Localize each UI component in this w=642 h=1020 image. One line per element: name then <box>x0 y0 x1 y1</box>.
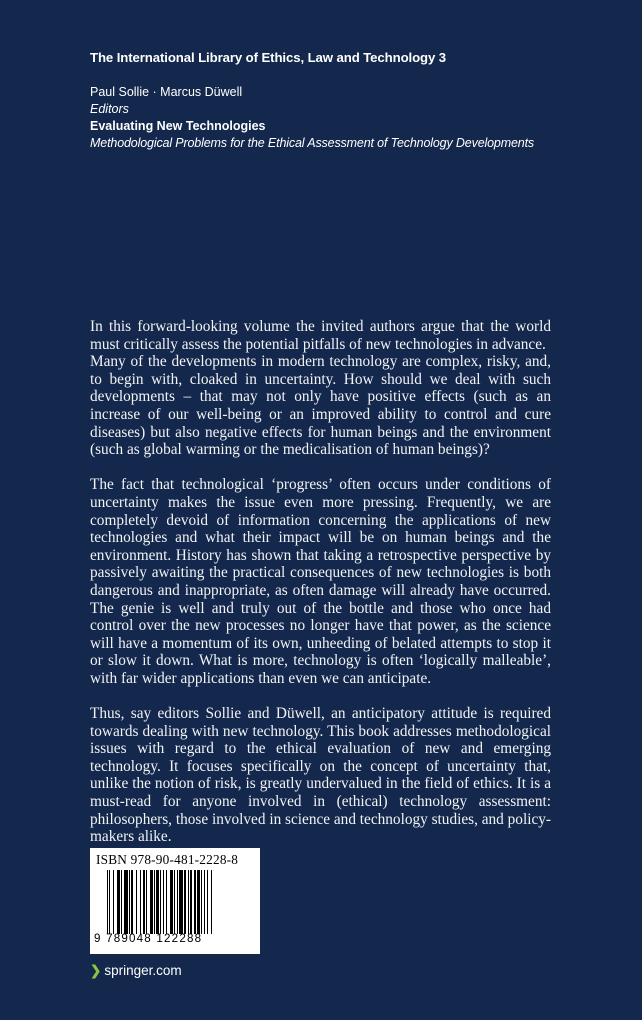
barcode-bar <box>190 870 192 934</box>
barcode-bar <box>143 870 145 934</box>
barcode-bar <box>160 870 161 934</box>
editors-role: Editors <box>90 102 129 116</box>
series-title: The International Library of Ethics, Law and Technology 3 <box>90 50 447 65</box>
barcode-bar <box>207 870 208 934</box>
barcode-bar <box>107 870 108 934</box>
book-title: Evaluating New Technologies <box>90 119 266 133</box>
barcode-graphic <box>107 870 251 934</box>
blurb-paragraph-3: The fact that technological ‘progress’ often occurs under conditions of uncertainty makes the issue even more pressing. Frequently, we are completely devoid of information concerning the applications of new technologies and what their impact will be on human beings and the environment. History has shown that taking a retrospective perspective by passively awaiting the practical consequences of new technologies is both dangerous and inappropriate, as often damage will already have occurred. The genie is well and truly out of the bottle and those who once had control over the new processes no longer have that power, as the science will have a momentum of its own, unheeding of belated attempts to stop it or slow it down. What is more, technology is often ‘logically malleable’, with far wider applications than even we can anticipate. <box>90 476 551 687</box>
blurb-paragraph-1: In this forward-looking volume the invited authors argue that the world must critically assess the potential pitfalls of new technologies in advance. <box>90 318 551 353</box>
barcode-bar <box>197 870 200 934</box>
barcode-bar <box>129 870 130 934</box>
barcode-number: 9 789048 122288 <box>94 932 203 945</box>
blurb <box>90 318 551 846</box>
barcode-bar <box>131 870 133 934</box>
barcode-bar <box>188 870 189 934</box>
barcode-bar <box>211 870 212 934</box>
barcode-bar <box>184 870 186 934</box>
barcode-bar <box>117 870 119 934</box>
barcode-bar <box>146 870 147 934</box>
barcode-bar <box>154 870 155 934</box>
barcode-bar <box>201 870 202 934</box>
book-subtitle: Methodological Problems for the Ethical Assessment of Technology Developments <box>90 136 535 150</box>
editors-names: Paul Sollie · Marcus Düwell <box>90 85 243 99</box>
book-header <box>90 84 610 152</box>
barcode-bar <box>166 870 167 934</box>
barcode-bar <box>179 870 182 934</box>
barcode-panel <box>90 848 260 954</box>
barcode-bar <box>177 870 178 934</box>
barcode-bar <box>113 870 114 934</box>
barcode-bar <box>140 870 141 934</box>
blurb-paragraph-2: Many of the developments in modern technology are complex, risky, and, to begin with, cloaked in uncertainty. How should we deal with such developments – that may not only have positive effects (such as an increase of our well-being or an improved ability to control and cure diseases) but also negative effects for human beings and the environment (such as global warming or the medicalisation of human beings)? <box>90 353 551 459</box>
barcode-bar <box>194 870 195 934</box>
barcode-bar <box>121 870 122 934</box>
blurb-paragraph-4: Thus, say editors Sollie and Düwell, an anticipatory attitude is required towards dealing with new technology. This book addresses methodological issues with regard to the ethical evaluation of new and emerging technology. It focuses specifically on the concept of uncertainty that, unlike the notion of risk, is greatly undervalued in the field of ethics. It is a must-read for anyone involved in (ethical) technology assessment: philosophers, those involved in science and technology studies, and policy-makers alike. <box>90 705 551 846</box>
chevron-right-icon: ❯ <box>90 963 102 978</box>
barcode-bar <box>124 870 127 934</box>
barcode-bar <box>150 870 153 934</box>
publisher-link[interactable] <box>90 963 182 979</box>
barcode-bar <box>174 870 175 934</box>
barcode-bar <box>204 870 205 934</box>
barcode-bar <box>136 870 137 934</box>
barcode-bar <box>163 870 164 934</box>
isbn-label: ISBN 978-90-481-2228-8 <box>96 852 239 867</box>
barcode-bar <box>170 870 172 934</box>
publisher-url: springer.com <box>104 963 182 978</box>
barcode-bar <box>109 870 110 934</box>
barcode-bar <box>156 870 158 934</box>
